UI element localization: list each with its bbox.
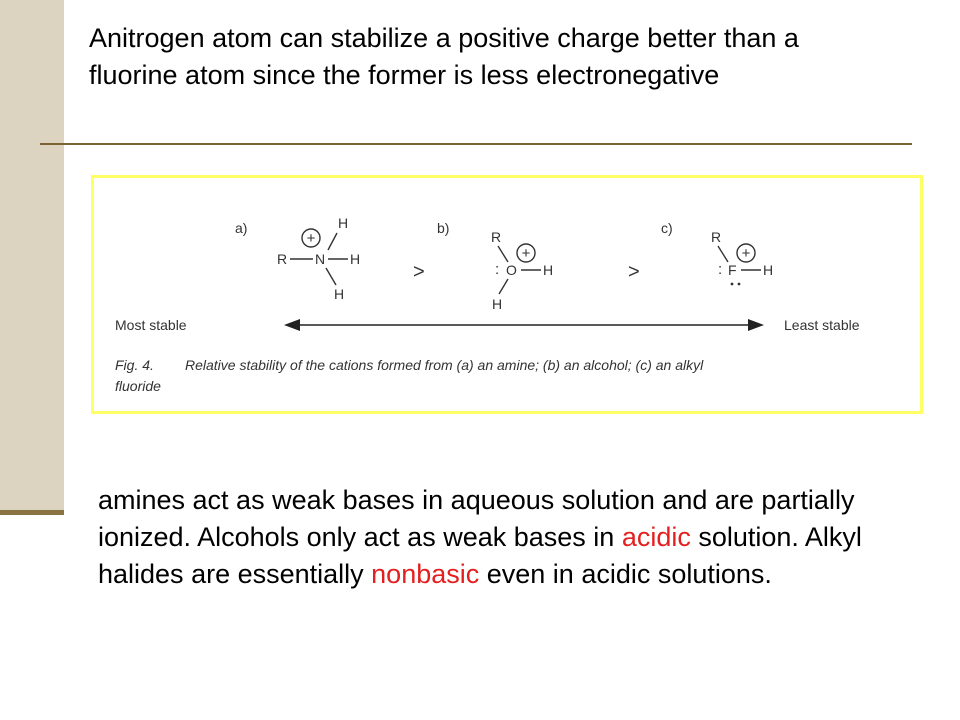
lone-pair-o: :: [495, 261, 500, 278]
label-a: a): [235, 220, 248, 236]
plus-sign-c: +: [741, 245, 751, 262]
body-text-2: solution. Alkyl halides are essentially: [98, 522, 862, 589]
highlight-acidic: acidic: [621, 522, 691, 552]
label-c: c): [661, 220, 673, 236]
bond-nh-bottom: [326, 268, 336, 285]
bond-rf: [718, 246, 728, 262]
atom-h-bottom-a: H: [334, 286, 345, 302]
body-text-3: even in acidic solutions.: [479, 559, 772, 589]
figure-box: [91, 175, 923, 414]
sidebar-decoration: [0, 0, 64, 512]
atom-f: F: [728, 262, 737, 278]
lone-pair-dot-2: [738, 283, 741, 286]
atom-n: N: [315, 251, 326, 267]
slide-title: Anitrogen atom can stabilize a positive charge better than a fluorine atom since the former is less electronegative: [89, 23, 799, 90]
lone-pair-dot-1: [731, 283, 734, 286]
highlight-nonbasic: nonbasic: [371, 559, 480, 589]
label-b: b): [437, 220, 450, 236]
atom-o: O: [506, 262, 517, 278]
atom-h-right-b: H: [543, 262, 554, 278]
sidebar-rule: [0, 510, 64, 515]
most-stable-label: Most stable: [115, 317, 187, 333]
lone-pair-f-left: :: [718, 261, 723, 278]
figure-caption-label: Fig. 4.: [115, 357, 154, 373]
bond-ro: [498, 246, 508, 262]
atom-h-right-c: H: [763, 262, 774, 278]
bond-nh-top: [328, 233, 337, 250]
greater-than-2: >: [628, 261, 640, 283]
figure-caption: Relative stability of the cations formed from (a) an amine; (b) an alcohol; (c) an alkyl: [185, 357, 704, 373]
title-divider: [40, 143, 912, 145]
figure-caption-continued: fluoride: [115, 378, 161, 394]
plus-sign-a: +: [306, 230, 316, 247]
atom-h-top-a: H: [338, 215, 349, 231]
least-stable-label: Least stable: [784, 317, 860, 333]
body-text-1: amines act as weak bases in aqueous solution and are partially ionized. Alcohols only act as weak bases in: [98, 485, 855, 552]
atom-r-b: R: [491, 229, 502, 245]
arrow-head-right: [748, 319, 764, 331]
body-paragraph: [98, 482, 898, 593]
atom-h-right-a: H: [350, 251, 361, 267]
atom-r-a: R: [277, 251, 288, 267]
arrow-head-left: [284, 319, 300, 331]
bond-oh-bottom: [499, 279, 508, 294]
atom-r-c: R: [711, 229, 722, 245]
atom-h-bottom-b: H: [492, 296, 503, 312]
plus-sign-b: +: [521, 245, 531, 262]
greater-than-1: >: [413, 261, 425, 283]
chemistry-diagram: [94, 178, 920, 411]
